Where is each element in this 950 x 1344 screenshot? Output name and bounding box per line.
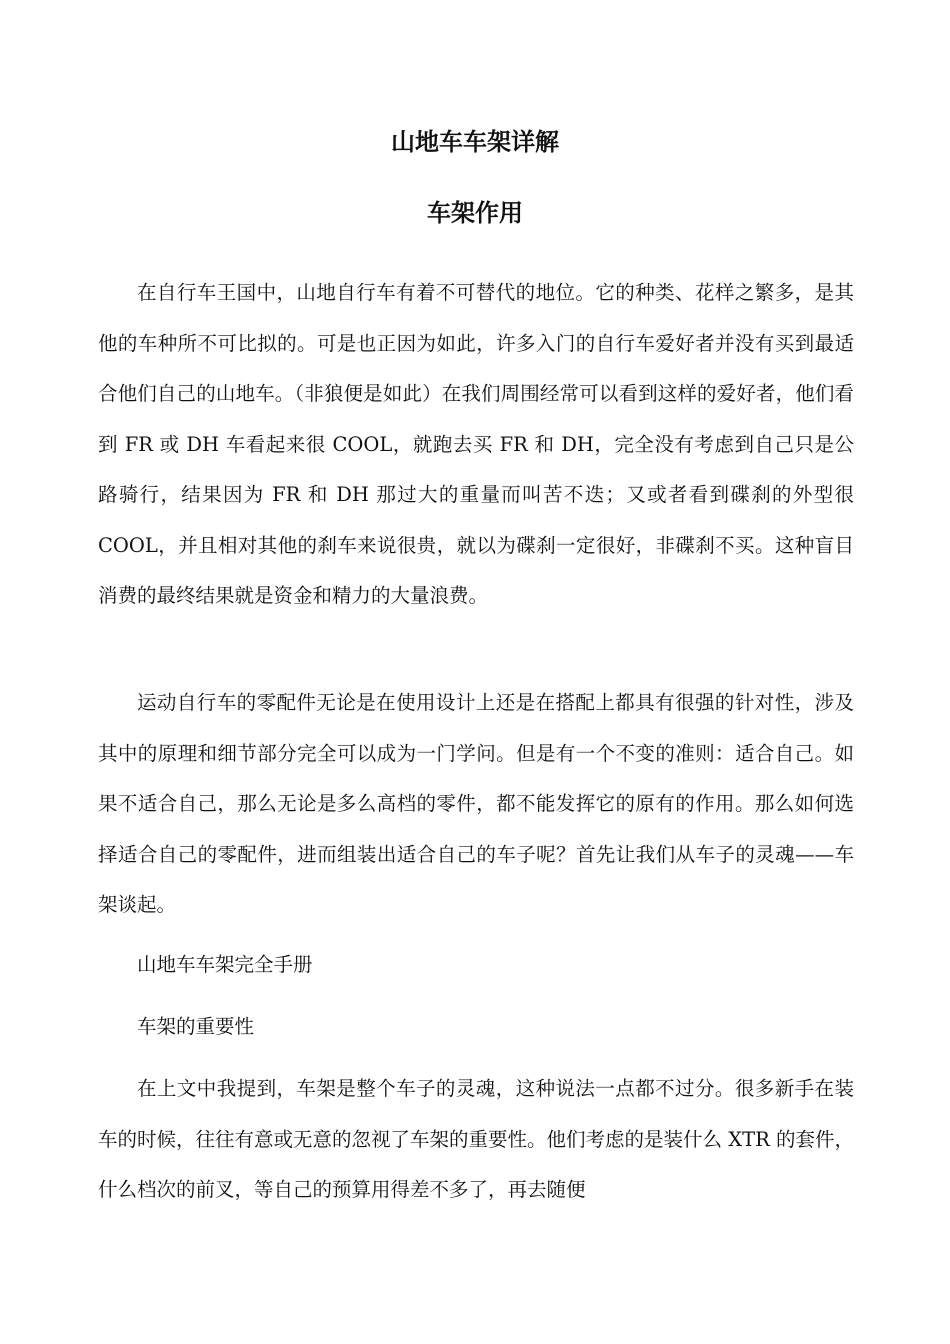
paragraph-frame-importance: 在上文中我提到，车架是整个车子的灵魂，这种说法一点都不过分。很多新手在装车的时候，往往有意或无意的忽视了车架的重要性。他们考虑的是装什么 XTR 的套件，什么档次的前叉，等自己的预算用得差不多了，再去随便 [98, 1077, 854, 1201]
subheading-frame-importance: 车架的重要性 [137, 1015, 255, 1038]
paragraph-components: 运动自行车的零配件无论是在使用设计上还是在搭配上都具有很强的针对性，涉及其中的原理和细节部分完全可以成为一门学问。但是有一个不变的准则：适合自己。如果不适合自己，那么无论是多么高档的零件，都不能发挥它的原有的作用。那么如何选择适合自己的零配件，进而组装出适合自己的车子呢？首先让我们从车子的灵魂——车架谈起。 [98, 691, 854, 916]
subheading-frame-handbook: 山地车车架完全手册 [137, 953, 313, 976]
section-title-frame-function: 车架作用 [427, 199, 523, 227]
document-title: 山地车车架详解 [391, 128, 559, 156]
paragraph-intro: 在自行车王国中，山地自行车有着不可替代的地位。它的种类、花样之繁多，是其他的车种所不可比拟的。可是也正因为如此，许多入门的自行车爱好者并没有买到最适合他们自己的山地车。（非狼便是如此）在我们周围经常可以看到这样的爱好者，他们看到 FR 或 DH 车看起来很 COOL，就跑去买 FR 和 DH，完全没有考虑到自己只是公路骑行，结果因为 FR 和 DH 那过大的重量而叫苦不迭；又或者看到碟刹的外型很 COOL，并且相对其他的刹车来说很贵，就以为碟刹一定很好，非碟刹不买。这种盲目消费的最终结果就是资金和精力的大量浪费。 [98, 281, 854, 607]
